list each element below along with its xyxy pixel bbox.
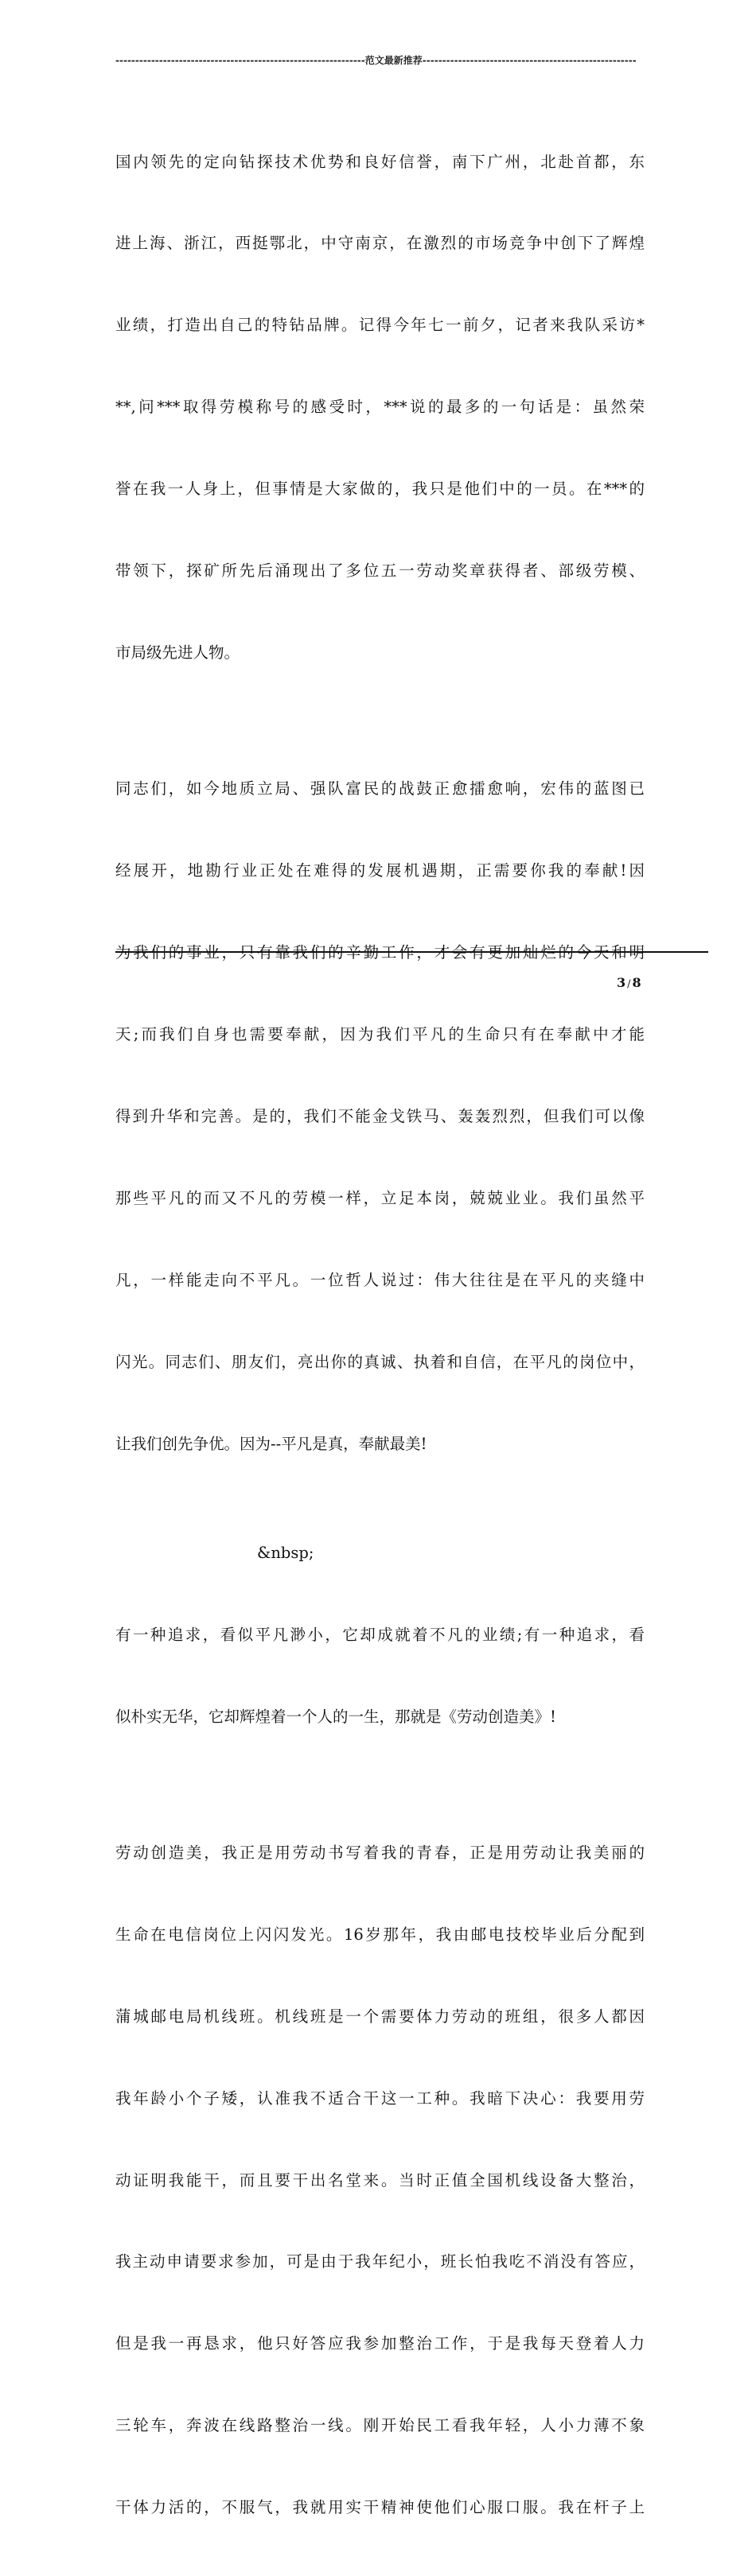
text-line: 生命在电信岗位上闪闪发光。16岁那年，我由邮电技校毕业后分配到 <box>115 1925 645 1944</box>
text-line: 让我们创先争优。因为--平凡是真，奉献最美! <box>115 1434 427 1453</box>
text-line: 誉在我一人身上，但事情是大家做的，我只是他们中的一员。在***的 <box>115 480 645 499</box>
nbsp-text: &nbsp; <box>257 1543 314 1562</box>
text-line: 同志们，如今地质立局、强队富民的战鼓正愈擂愈响，宏伟的蓝图已 <box>115 779 645 798</box>
text-line: 干体力活的，不服气，我就用实干精神使他们心服口服。我在杆子上 <box>115 2498 645 2517</box>
text-line: 经展开，地勘行业正处在难得的发展机遇期，正需要你我的奉献!因 <box>115 861 645 880</box>
text-line: 似朴实无华，它却辉煌着一个人的一生，那就是《劳动创造美》! <box>115 1707 556 1726</box>
paragraph <box>115 721 645 1513</box>
text-line: 蒲城邮电局机线班。机线班是一个需要体力劳动的班组，很多人都因 <box>115 2007 645 2026</box>
total-pages: 8 <box>632 975 641 990</box>
text-line: 那些平凡的而又不凡的劳模一样，立足本岗，兢兢业业。我们虽然平 <box>115 1188 645 1207</box>
text-line: 有一种追求，看似平凡渺小，它却成就着不凡的业绩;有一种追求，看 <box>115 1625 645 1644</box>
paragraph <box>115 94 645 721</box>
document-body <box>115 94 645 2576</box>
text-line: 我主动申请要求参加，可是由于我年纪小，班长怕我吃不消没有答应， <box>115 2252 645 2271</box>
page-header: ---------------------------------------------------------------范文最新推荐------------------------------------------------------ <box>115 55 637 66</box>
text-line: 得到升华和完善。是的，我们不能金戈铁马、轰轰烈烈，但我们可以像 <box>115 1106 645 1125</box>
blank-line <box>115 1512 645 1539</box>
text-line: **,问***取得劳模称号的感受时，***说的最多的一句话是：虽然荣 <box>115 398 645 417</box>
text-line: 业绩，打造出自己的特钻品牌。记得今年七一前夕，记者来我队采访* <box>115 316 645 335</box>
text-line: 为我们的事业，只有靠我们的辛勤工作，才会有更加灿烂的今天和明 <box>115 943 645 962</box>
text-line: 我年龄小个子矮，认准我不适合干这一工种。我暗下决心：我要用劳 <box>115 2088 645 2108</box>
text-line: 但是我一再恳求，他只好答应我参加整治工作，于是我每天登着人力 <box>115 2334 645 2353</box>
paragraph <box>115 1785 645 2576</box>
text-line: 三轮车，奔波在线路整治一线。刚开始民工看我年轻，人小力薄不象 <box>115 2416 645 2435</box>
footer-divider <box>115 951 708 953</box>
text-line: 天;而我们自身也需要奉献，因为我们平凡的生命只有在奉献中才能 <box>115 1025 645 1044</box>
text-line: 闪光。同志们、朋友们，亮出你的真诚、执着和自信，在平凡的岗位中， <box>115 1352 645 1371</box>
text-line: 劳动创造美，我正是用劳动书写着我的青春，正是用劳动让我美丽的 <box>115 1844 645 1862</box>
text-line: 凡，一样能走向不平凡。一位哲人说过：伟大往往是在平凡的夹缝中 <box>115 1270 645 1289</box>
text-line: 市局级先进人物。 <box>115 643 240 662</box>
text-line: 动证明我能干，而且要干出名堂来。当时正值全国机线设备大整治， <box>115 2170 645 2189</box>
paragraph <box>115 1567 645 1785</box>
text-line: 进上海、浙江，西挺鄂北，中守南京，在激烈的市场竞争中创下了辉煌 <box>115 234 645 253</box>
text-line: 国内领先的定向钻探技术优势和良好信誉，南下广州，北赴首都，东 <box>115 152 645 171</box>
page-number <box>617 975 641 990</box>
page-separator: / <box>627 978 631 990</box>
current-page: 3 <box>617 975 626 990</box>
text-line: 带领下，探矿所先后涌现出了多位五一劳动奖章获得者、部级劳模、 <box>115 561 645 581</box>
